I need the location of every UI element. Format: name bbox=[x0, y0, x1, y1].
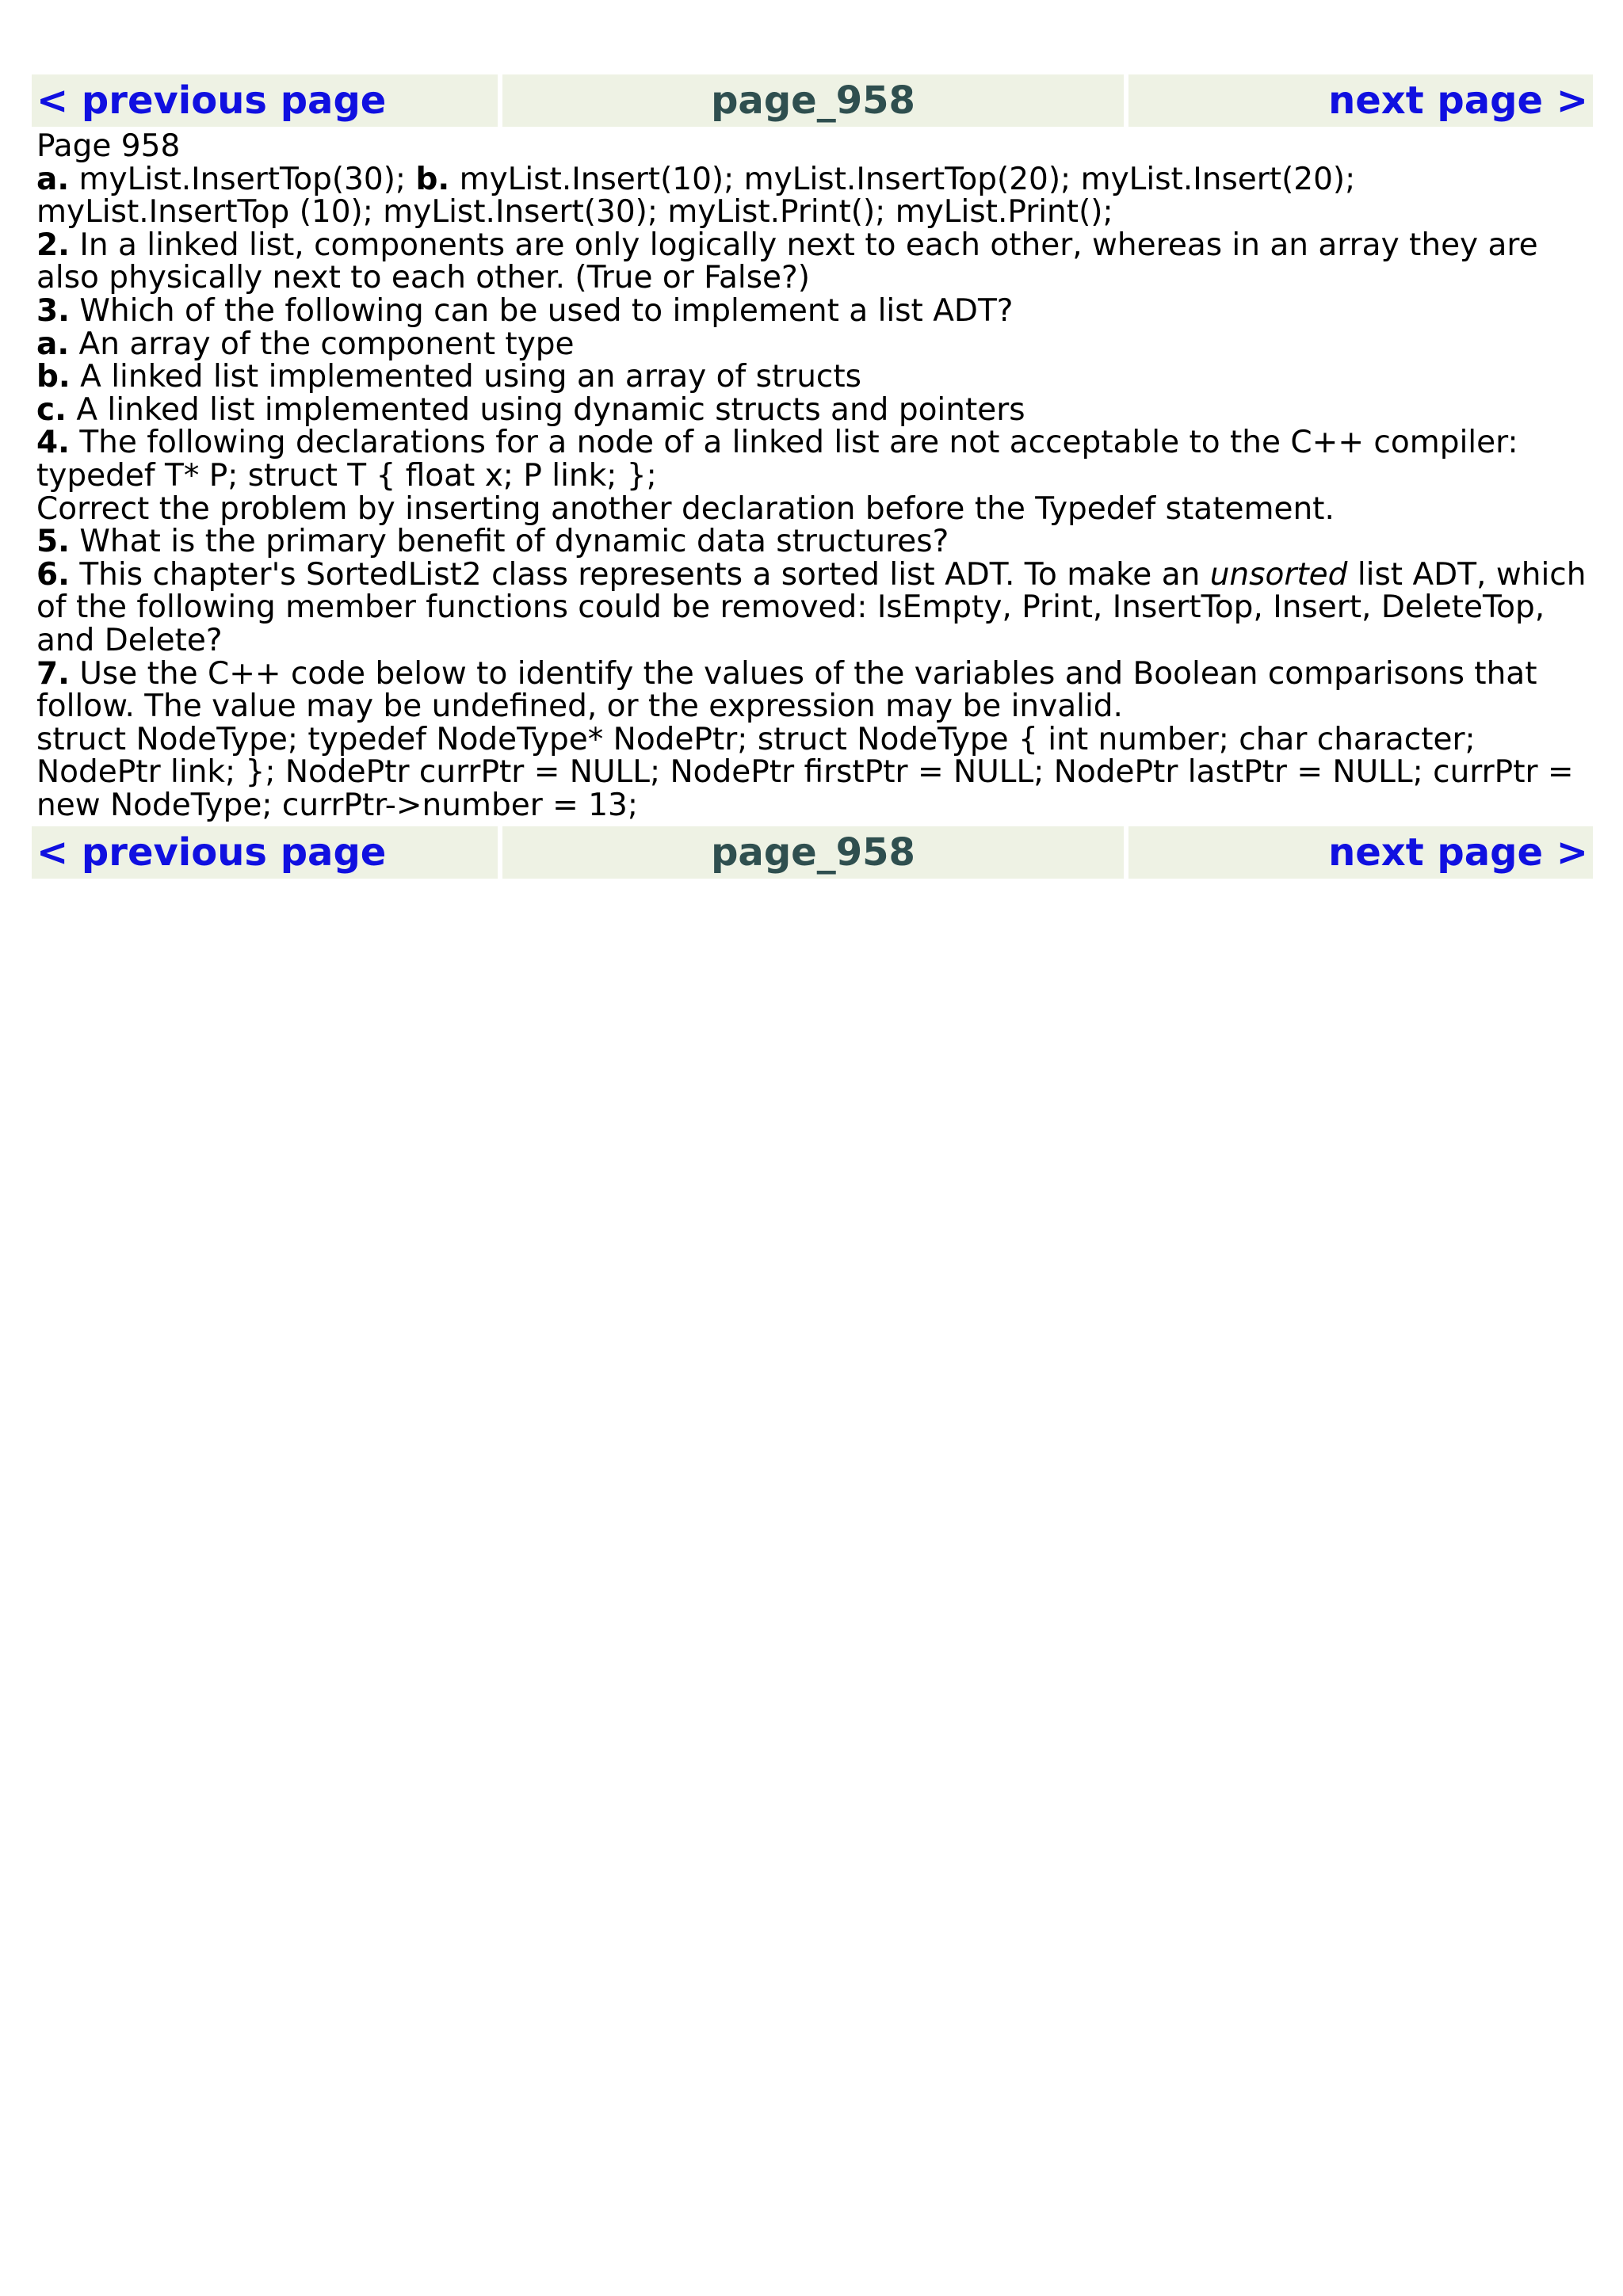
top-next-cell bbox=[1128, 74, 1593, 127]
top-prev-cell bbox=[32, 74, 498, 127]
top-navigation-bar bbox=[32, 74, 1593, 127]
answer-lines-ab bbox=[36, 163, 1588, 229]
bottom-page-name: page_958 bbox=[502, 826, 1124, 879]
question-7-code: struct NodeType; typedef NodeType* NodePtr; struct NodeType { int number; char character; NodePtr link; }; NodePtr currPtr = NULL; NodePtr firstPtr = NULL; NodePtr lastPtr = NULL; currPtr = new NodeType; currPtr->number = 13; bbox=[36, 721, 1574, 823]
label-b: b. bbox=[415, 161, 450, 197]
top-previous-page-link[interactable]: < previous page bbox=[36, 78, 387, 123]
option-b-label: b. bbox=[36, 359, 71, 395]
question-4-number: 4. bbox=[36, 425, 70, 461]
question-4 bbox=[36, 426, 1588, 460]
line-b-text: myList.Insert(10); myList.InsertTop(20); myList.Insert(20); myList.InsertTop (10); myList.Insert(30); myList.Print(); myList.Print(); bbox=[36, 161, 1356, 231]
bottom-next-cell bbox=[1128, 826, 1593, 879]
question-3 bbox=[36, 292, 1588, 329]
bottom-navigation-bar bbox=[32, 826, 1593, 879]
bottom-prev-cell bbox=[32, 826, 498, 879]
question-7-number: 7. bbox=[36, 655, 70, 692]
page-content bbox=[32, 127, 1593, 826]
question-5-number: 5. bbox=[36, 524, 70, 560]
line-a-text: myList.InsertTop(30); bbox=[69, 161, 416, 197]
page-heading: Page 958 bbox=[36, 128, 181, 164]
option-c-text: A linked list implemented using dynamic structs and pointers bbox=[66, 391, 1025, 428]
question-2 bbox=[36, 229, 1588, 295]
question-2-number: 2. bbox=[36, 227, 70, 263]
bottom-previous-page-link[interactable]: < previous page bbox=[36, 830, 387, 875]
question-3-text: Which of the following can be used to implement a list ADT? bbox=[69, 292, 1014, 329]
question-5-text: What is the primary benefit of dynamic data structures? bbox=[69, 524, 949, 560]
question-6-text-after: list ADT, which of the following member functions could be removed: IsEmpty, Print, InsertTop, Insert, DeleteTop, and Delete? bbox=[36, 556, 1587, 658]
question-7 bbox=[36, 655, 1588, 725]
question-5 bbox=[36, 525, 1588, 559]
option-a-text: An array of the component type bbox=[69, 326, 575, 362]
option-b-text: A linked list implemented using an array of structs bbox=[70, 359, 861, 395]
question-3-option-c bbox=[36, 391, 1588, 428]
question-3-number: 3. bbox=[36, 292, 70, 329]
question-6-text-before: This chapter's SortedList2 class represents a sorted list ADT. To make an bbox=[69, 556, 1210, 593]
option-c-label: c. bbox=[36, 391, 67, 428]
page-container bbox=[32, 74, 1593, 879]
top-page-name: page_958 bbox=[502, 74, 1124, 127]
question-6-emphasis: unsorted bbox=[1209, 556, 1348, 593]
option-a-label: a. bbox=[36, 326, 70, 362]
question-4-followup: Correct the problem by inserting another declaration before the Typedef statement. bbox=[36, 490, 1335, 527]
question-3-option-a bbox=[36, 328, 1588, 361]
label-a: a. bbox=[36, 161, 70, 197]
question-6 bbox=[36, 556, 1588, 658]
question-3-option-b bbox=[36, 360, 1588, 394]
bottom-next-page-link[interactable]: next page > bbox=[1328, 830, 1588, 875]
top-next-page-link[interactable]: next page > bbox=[1328, 78, 1588, 123]
question-6-number: 6. bbox=[36, 556, 70, 593]
question-7-text: Use the C++ code below to identify the values of the variables and Boolean comparisons that follow. The value may be undefined, or the expression may be invalid. bbox=[36, 655, 1537, 725]
question-4-code: typedef T* P; struct T { float x; P link; }; bbox=[36, 457, 657, 494]
question-2-text: In a linked list, components are only logically next to each other, whereas in an array they are also physically next to each other. (True or False?) bbox=[36, 227, 1538, 296]
question-4-text: The following declarations for a node of a linked list are not acceptable to the C++ compiler: bbox=[69, 425, 1518, 461]
